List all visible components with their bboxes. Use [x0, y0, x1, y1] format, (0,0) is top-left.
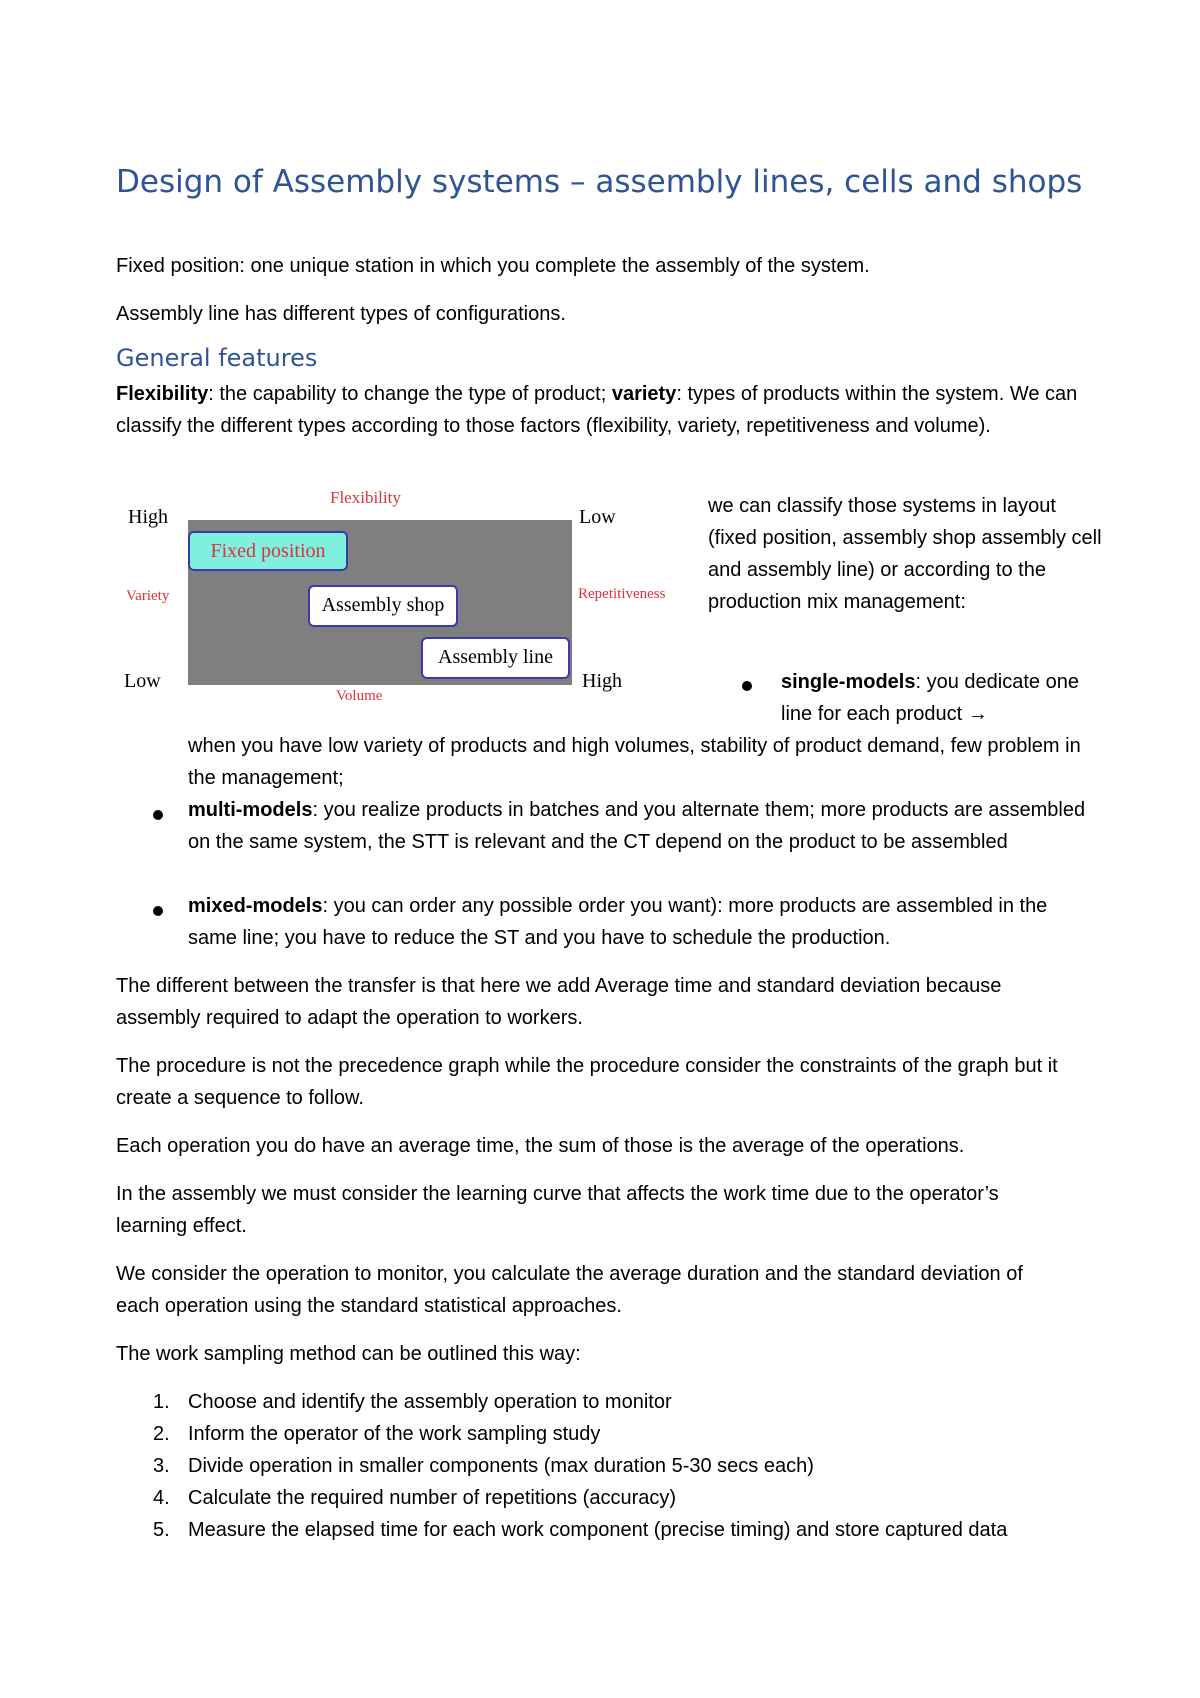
- diagram-high-left: High: [128, 506, 168, 528]
- term-flexibility: Flexibility: [116, 383, 209, 405]
- diagram-label-variety: Variety: [126, 588, 170, 604]
- step-text: Inform the operator of the work sampling study: [188, 1423, 601, 1445]
- step-number: 2.: [153, 1423, 170, 1445]
- step-number: 3.: [153, 1455, 170, 1477]
- bullet-mixed: [188, 890, 1093, 954]
- classification-diagram: [116, 484, 686, 714]
- diagram-low-left: Low: [124, 670, 161, 692]
- paragraph-average: Each operation you do have an average time, the sum of those is the average of the operations.: [116, 1135, 965, 1157]
- bullet-icon: [153, 810, 163, 820]
- bullet-icon: [742, 681, 752, 691]
- bullet-multi-text: : you realize products in batches and you alternate them; more products are assembled on the same system, the STT is relevant and the CT depend on the product to be assembled: [188, 799, 1086, 853]
- term-single-models: single-models: [781, 671, 916, 693]
- term-multi-models: multi-models: [188, 799, 313, 821]
- diagram-high-right: High: [582, 670, 622, 692]
- box-assembly-line: Assembly line: [421, 637, 570, 679]
- paragraph-monitor: We consider the operation to monitor, you calculate the average duration and the standard deviation of each operation using the standard statistical approaches.: [116, 1263, 1023, 1317]
- side-paragraph: we can classify those systems in layout (fixed position, assembly shop assembly cell and assembly line) or according to the production mix management:: [708, 495, 1102, 613]
- step-number: 1.: [153, 1391, 170, 1413]
- paragraph-sampling: The work sampling method can be outlined this way:: [116, 1343, 581, 1365]
- step-text: Calculate the required number of repetitions (accuracy): [188, 1487, 677, 1509]
- term-mixed-models: mixed-models: [188, 895, 323, 917]
- intro-paragraph-2: Assembly line has different types of configurations.: [116, 303, 566, 325]
- box-fixed-position: Fixed position: [188, 531, 348, 571]
- term-variety: variety: [611, 383, 677, 405]
- page-title: Design of Assembly systems – assembly lines, cells and shops: [116, 164, 1083, 200]
- intro-paragraph-1: Fixed position: one unique station in which you complete the assembly of the system.: [116, 255, 870, 277]
- paragraph-transfer: The different between the transfer is that here we add Average time and standard deviation because assembly required to adapt the operation to workers.: [116, 975, 1002, 1029]
- bullet-single-continuation: when you have low variety of products and high volumes, stability of product demand, few problem in the management;: [188, 735, 1081, 789]
- section-heading: General features: [116, 344, 318, 372]
- bullet-single-first: [781, 666, 1081, 730]
- bullet-mixed-text: : you can order any possible order you want): more products are assembled in the same line; you have to reduce the ST and you have to schedule the production.: [188, 895, 1048, 949]
- box-assembly-shop: Assembly shop: [308, 585, 458, 627]
- step-number: 4.: [153, 1487, 170, 1509]
- features-text-2: : types of products within the system. We can classify the different types according to those factors (flexibility, variety, repetitiveness and volume).: [116, 383, 1078, 437]
- step-text: Divide operation in smaller components (max duration 5-30 secs each): [188, 1455, 814, 1477]
- bullet-icon: [153, 906, 163, 916]
- step-text: Measure the elapsed time for each work component (precise timing) and store captured data: [188, 1519, 1008, 1541]
- features-paragraph: [116, 378, 1096, 442]
- step-number: 5.: [153, 1519, 170, 1541]
- diagram-label-repetitiveness: Repetitiveness: [578, 586, 666, 602]
- diagram-label-volume: Volume: [336, 688, 383, 704]
- bullet-multi: [188, 794, 1093, 858]
- features-text-1: : the capability to change the type of product;: [208, 383, 612, 405]
- diagram-label-flexibility: Flexibility: [330, 488, 401, 507]
- paragraph-learning: In the assembly we must consider the learning curve that affects the work time due to the operator’s learning effect.: [116, 1183, 999, 1237]
- step-text: Choose and identify the assembly operation to monitor: [188, 1391, 672, 1413]
- diagram-low-right: Low: [579, 506, 616, 528]
- bullet-single-text-a: : you dedicate one line for each product →: [781, 671, 1079, 725]
- paragraph-procedure: The procedure is not the precedence graph while the procedure consider the constraints of the graph but it create a sequence to follow.: [116, 1055, 1058, 1109]
